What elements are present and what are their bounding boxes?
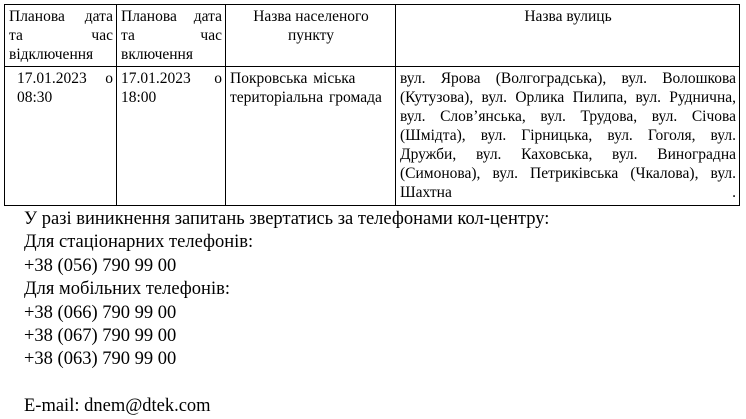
header-streets: Назва вулиць — [396, 5, 740, 67]
cell-streets: вул. Ярова (Волгоградська), вул. Волошкова (Кутузова), вул. Орлика Пилипа, вул. Руднична, вул. Слов’янська, вул. Трудова, вул. Січова (Шмідта), вул. Гірницька, вул. Гоголя, вул. Дружби, вул. Каховська, вул. Виноградна (Симонова), вул. Петриківська (Чкалова), вул. Шахтна . — [396, 67, 740, 206]
header-off-datetime: Планова дата та час відключення — [5, 5, 117, 67]
landline-phone: +38 (056) 790 99 00 — [24, 255, 177, 276]
cell-settlement: Покровська міська територіальна громада — [226, 67, 396, 206]
mobile-phone: +38 (067) 790 99 00 — [24, 325, 177, 346]
mobile-phone: +38 (063) 790 99 00 — [24, 349, 177, 370]
header-on-datetime: Планова дата та час включення — [117, 5, 226, 67]
outage-schedule-table — [4, 4, 740, 206]
landline-label: Для стаціонарних телефонів: — [24, 232, 254, 253]
cell-off-datetime: 17.01.2023 о 08:30 — [5, 67, 117, 206]
table-header-row — [5, 5, 740, 67]
cell-on-datetime: 17.01.2023 о 18:00 — [117, 67, 226, 206]
contact-info — [24, 208, 549, 419]
header-settlement: Назва населеного пункту — [226, 5, 396, 67]
contact-intro: У разі виникнення запитань звертатись за телефонами кол-центру: — [24, 209, 550, 229]
mobile-label: Для мобільних телефонів: — [24, 279, 230, 300]
spacer — [24, 372, 549, 395]
email-line: E-mail: dnem@dtek.com — [24, 396, 211, 417]
table-row — [5, 67, 740, 206]
mobile-phone: +38 (066) 790 99 00 — [24, 302, 177, 323]
